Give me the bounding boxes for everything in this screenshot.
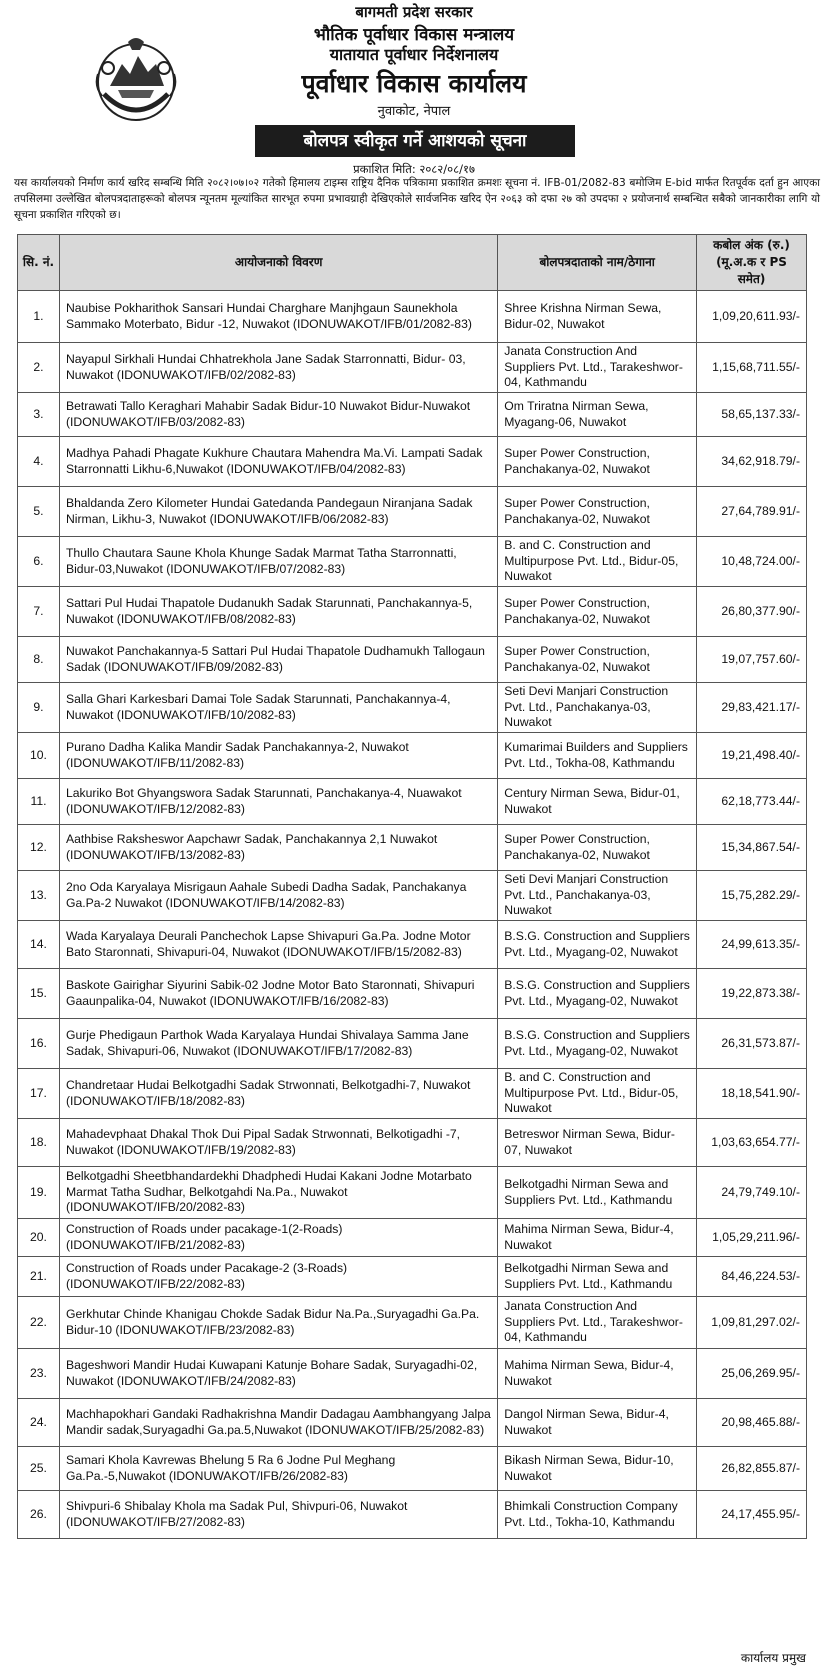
row-amount: 19,21,498.40/- (697, 733, 807, 779)
row-sn: 14. (18, 921, 60, 969)
row-bidder: Belkotgadhi Nirman Sewa and Suppliers Pvt. Ltd., Kathmandu (498, 1257, 697, 1297)
bid-table (17, 234, 807, 1539)
header-amount: कबोल अंक (रु.) (मू.अ.क र PS समेत) (697, 235, 807, 291)
row-sn: 4. (18, 437, 60, 487)
row-bidder: Mahima Nirman Sewa, Bidur-4, Nuwakot (498, 1349, 697, 1399)
row-bidder: Janata Construction And Suppliers Pvt. Ltd., Tarakeshwor-04, Kathmandu (498, 343, 697, 393)
row-bidder: Belkotgadhi Nirman Sewa and Suppliers Pvt. Ltd., Kathmandu (498, 1167, 697, 1219)
row-description: Lakuriko Bot Ghyangswora Sadak Starunnati, Panchakanya-4, Nuawakot (IDONUWAKOT/IFB/12/2082-83) (59, 779, 497, 825)
row-amount: 26,82,855.87/- (697, 1447, 807, 1491)
table-row (18, 537, 807, 587)
ministry-name: भौतिक पूर्वाधार विकास मन्त्रालय (313, 25, 515, 45)
row-bidder: Shree Krishna Nirman Sewa, Bidur-02, Nuwakot (498, 291, 697, 343)
table-row (18, 393, 807, 437)
row-amount: 19,22,873.38/- (697, 969, 807, 1019)
table-row (18, 683, 807, 733)
row-sn: 17. (18, 1069, 60, 1119)
row-bidder: Bikash Nirman Sewa, Bidur-10, Nuwakot (498, 1447, 697, 1491)
row-bidder: Janata Construction And Suppliers Pvt. Ltd., Tarakeshwor-04, Kathmandu (498, 1297, 697, 1349)
row-amount: 29,83,421.17/- (697, 683, 807, 733)
table-header-row (18, 235, 807, 291)
table-row (18, 1167, 807, 1219)
row-amount: 15,34,867.54/- (697, 825, 807, 871)
notice-title-banner: बोलपत्र स्वीकृत गर्ने आशयको सूचना (255, 125, 575, 157)
table-row (18, 871, 807, 921)
row-description: Nuwakot Panchakannya-5 Sattari Pul Hudai Thapatole Dudhamukh Tallogaun Sadak (IDONUWAKOT/IFB/09/2082-83) (59, 637, 497, 683)
row-amount: 26,31,573.87/- (697, 1019, 807, 1069)
row-description: Gurje Phedigaun Parthok Wada Karyalaya Hundai Shivalaya Samma Jane Sadak, Shivapuri-06, Nuwakot (IDONUWAKOT/IFB/17/2082-83) (59, 1019, 497, 1069)
row-description: Betrawati Tallo Keraghari Mahabir Sadak Bidur-10 Nuwakot Bidur-Nuwakot (IDONUWAKOT/IFB/03/2082-83) (59, 393, 497, 437)
row-description: Construction of Roads under pacakage-1(2-Roads) (IDONUWAKOT/IFB/21/2082-83) (59, 1219, 497, 1257)
row-description: Nayapul Sirkhali Hundai Chhatrekhola Jane Sadak Starronnatti, Bidur- 03, Nuwakot (IDONUWAKOT/IFB/02/2082-83) (59, 343, 497, 393)
table-row (18, 1399, 807, 1447)
row-description: Purano Dadha Kalika Mandir Sadak Panchakannya-2, Nuwakot (IDONUWAKOT/IFB/11/2082-83) (59, 733, 497, 779)
row-amount: 24,17,455.95/- (697, 1491, 807, 1539)
row-description: Gerkhutar Chinde Khanigau Chokde Sadak Bidur Na.Pa.,Suryagadhi Ga.Pa. Bidur-10 (IDONUWAKOT/IFB/23/2082-83) (59, 1297, 497, 1349)
intro-paragraph: यस कार्यालयको निर्माण कार्य खरिद सम्बन्धि मिति २०८२।०७।०२ गतेको हिमालय टाइम्स राष्ट्रिय दैनिक पत्रिकामा प्रकाशित क्रमशः सूचना नं. IFB-01/2082-83 बमोजिम E-bid मार्फत रितपूर्वक दर्ता हुन आएका तपसिलमा उल्लेखित बोलपत्रदाताहरूको बोलपत्र न्यूनतम मूल्यांकित सारभूत रुपमा प्रभावग्राही देखिएकोले सार्वजनिक खरिद ऐन २०६३ को दफा २७ को उपदफा २ प्रयोजनार्थ सम्बन्धित सबैको जानकारीका लागि यो सूचना प्रकाशित गरिएको छ। (14, 177, 820, 221)
row-bidder: B. and C. Construction and Multipurpose Pvt. Ltd., Bidur-05, Nuwakot (498, 1069, 697, 1119)
row-description: Samari Khola Kavrewas Bhelung 5 Ra 6 Jodne Pul Meghang Ga.Pa.-5,Nuwakot (IDONUWAKOT/IFB/26/2082-83) (59, 1447, 497, 1491)
row-description: Sattari Pul Hudai Thapatole Dudanukh Sadak Starunnati, Panchakannya-5, Nuwakot (IDONUWAKOT/IFB/08/2082-83) (59, 587, 497, 637)
row-description: Bhaldanda Zero Kilometer Hundai Gatedanda Pandegaun Niranjana Sadak Nirman, Likhu-3, Nuwakot (IDONUWAKOT/IFB/06/2082-83) (59, 487, 497, 537)
row-bidder: Seti Devi Manjari Construction Pvt. Ltd., Panchakanya-03, Nuwakot (498, 683, 697, 733)
header-bidder: बोलपत्रदाताको नाम/ठेगाना (498, 235, 697, 291)
row-amount: 10,48,724.00/- (697, 537, 807, 587)
row-description: Shivpuri-6 Shibalay Khola ma Sadak Pul, Shivpuri-06, Nuwakot (IDONUWAKOT/IFB/27/2082-83) (59, 1491, 497, 1539)
office-name: पूर्वाधार विकास कार्यालय (301, 69, 527, 98)
row-sn: 8. (18, 637, 60, 683)
header-description: आयोजनाको विवरण (59, 235, 497, 291)
table-row (18, 1019, 807, 1069)
row-sn: 3. (18, 393, 60, 437)
row-amount: 26,80,377.90/- (697, 587, 807, 637)
row-bidder: Super Power Construction, Panchakanya-02, Nuwakot (498, 825, 697, 871)
row-bidder: Super Power Construction, Panchakanya-02, Nuwakot (498, 437, 697, 487)
row-amount: 62,18,773.44/- (697, 779, 807, 825)
table-row (18, 733, 807, 779)
row-description: Chandretaar Hudai Belkotgadhi Sadak Strwonnati, Belkotgadhi-7, Nuwakot (IDONUWAKOT/IFB/18/2082-83) (59, 1069, 497, 1119)
row-sn: 25. (18, 1447, 60, 1491)
table-row (18, 1447, 807, 1491)
row-bidder: Century Nirman Sewa, Bidur-01, Nuwakot (498, 779, 697, 825)
table-row (18, 1349, 807, 1399)
row-amount: 19,07,757.60/- (697, 637, 807, 683)
row-sn: 11. (18, 779, 60, 825)
row-bidder: Mahima Nirman Sewa, Bidur-4, Nuwakot (498, 1219, 697, 1257)
table-row (18, 921, 807, 969)
row-sn: 9. (18, 683, 60, 733)
row-bidder: B.S.G. Construction and Suppliers Pvt. Ltd., Myagang-02, Nuwakot (498, 921, 697, 969)
row-amount: 27,64,789.91/- (697, 487, 807, 537)
row-amount: 20,98,465.88/- (697, 1399, 807, 1447)
row-amount: 58,65,137.33/- (697, 393, 807, 437)
row-description: Naubise Pokharithok Sansari Hundai Charghare Manjhgaun Saunekhola Sammako Moterbato, Bidur -12, Nuwakot (IDONUWAKOT/IFB/01/2082-83) (59, 291, 497, 343)
row-bidder: Dangol Nirman Sewa, Bidur-4, Nuwakot (498, 1399, 697, 1447)
table-row (18, 1069, 807, 1119)
row-bidder: Betreswor Nirman Sewa, Bidur-07, Nuwakot (498, 1119, 697, 1167)
row-sn: 23. (18, 1349, 60, 1399)
row-sn: 5. (18, 487, 60, 537)
row-sn: 20. (18, 1219, 60, 1257)
row-sn: 12. (18, 825, 60, 871)
row-amount: 18,18,541.90/- (697, 1069, 807, 1119)
row-bidder: Bhimkali Construction Company Pvt. Ltd., Tokha-10, Kathmandu (498, 1491, 697, 1539)
table-row (18, 969, 807, 1019)
row-amount: 1,09,20,611.93/- (697, 291, 807, 343)
row-bidder: B.S.G. Construction and Suppliers Pvt. Ltd., Myagang-02, Nuwakot (498, 969, 697, 1019)
table-row (18, 291, 807, 343)
row-description: Machhapokhari Gandaki Radhakrishna Mandir Dadagau Aambhangyang Jalpa Mandir sadak,Suryagadhi Ga.pa.5,Nuwakot (IDONUWAKOT/IFB/25/2082-83) (59, 1399, 497, 1447)
row-description: Madhya Pahadi Phagate Kukhure Chautara Mahendra Ma.Vi. Lampati Sadak Starronnatti Likhu-6,Nuwakot (IDONUWAKOT/IFB/04/2082-83) (59, 437, 497, 487)
row-sn: 18. (18, 1119, 60, 1167)
table-row (18, 1491, 807, 1539)
row-description: 2no Oda Karyalaya Misrigaun Aahale Subedi Dadha Sadak, Panchakanya Ga.Pa-2 Nuwakot (IDONUWAKOT/IFB/14/2082-83) (59, 871, 497, 921)
table-row (18, 779, 807, 825)
row-amount: 34,62,918.79/- (697, 437, 807, 487)
row-sn: 2. (18, 343, 60, 393)
table-row (18, 1119, 807, 1167)
row-description: Construction of Roads under Pacakage-2 (3-Roads) (IDONUWAKOT/IFB/22/2082-83) (59, 1257, 497, 1297)
row-sn: 6. (18, 537, 60, 587)
row-amount: 25,06,269.95/- (697, 1349, 807, 1399)
row-amount: 1,15,68,711.55/- (697, 343, 807, 393)
row-bidder: Super Power Construction, Panchakanya-02, Nuwakot (498, 587, 697, 637)
table-row (18, 1297, 807, 1349)
row-bidder: Seti Devi Manjari Construction Pvt. Ltd., Panchakanya-03, Nuwakot (498, 871, 697, 921)
row-amount: 24,99,613.35/- (697, 921, 807, 969)
row-bidder: Super Power Construction, Panchakanya-02, Nuwakot (498, 637, 697, 683)
row-description: Belkotgadhi Sheetbhandardekhi Dhadphedi Hudai Kakani Jodne Motarbato Marmat Tatha Sudhar, Belkotgahdi Na.Pa., Nuwakot (IDONUWAKOT/IFB/20/2082-83) (59, 1167, 497, 1219)
office-location: नुवाकोट, नेपाल (377, 104, 451, 119)
row-amount: 1,05,29,211.96/- (697, 1219, 807, 1257)
row-description: Aathbise Raksheswor Aapchawr Sadak, Panchakannya 2,1 Nuwakot (IDONUWAKOT/IFB/13/2082-83) (59, 825, 497, 871)
header-sn: सि. नं. (18, 235, 60, 291)
table-row (18, 1219, 807, 1257)
row-description: Baskote Gairighar Siyurini Sabik-02 Jodne Motor Bato Staronnati, Shivapuri Gaaunpalika-04, Nuwakot (IDONUWAKOT/IFB/16/2082-83) (59, 969, 497, 1019)
row-sn: 16. (18, 1019, 60, 1069)
row-sn: 7. (18, 587, 60, 637)
row-amount: 1,09,81,297.02/- (697, 1297, 807, 1349)
province-government: बागमती प्रदेश सरकार (355, 3, 473, 21)
table-row (18, 1257, 807, 1297)
row-description: Wada Karyalaya Deurali Panchechok Lapse Shivapuri Ga.Pa. Jodne Motor Bato Staronnati, Shivapuri-04, Nuwakot (IDONUWAKOT/IFB/15/2082-83) (59, 921, 497, 969)
row-bidder: Om Triratna Nirman Sewa, Myagang-06, Nuwakot (498, 393, 697, 437)
row-sn: 15. (18, 969, 60, 1019)
table-row (18, 637, 807, 683)
row-description: Thullo Chautara Saune Khola Khunge Sadak Marmat Tatha Starronnatti, Bidur-03,Nuwakot (IDONUWAKOT/IFB/07/2082-83) (59, 537, 497, 587)
table-row (18, 343, 807, 393)
row-bidder: B. and C. Construction and Multipurpose Pvt. Ltd., Bidur-05, Nuwakot (498, 537, 697, 587)
row-description: Mahadevphaat Dhakal Thok Dui Pipal Sadak Strwonnati, Belkotigadhi -7, Nuwakot (IDONUWAKOT/IFB/19/2082-83) (59, 1119, 497, 1167)
table-row (18, 825, 807, 871)
directorate-name: यातायात पूर्वाधार निर्देशनालय (329, 45, 499, 64)
row-description: Bageshwori Mandir Hudai Kuwapani Katunje Bohare Sadak, Suryagadhi-02, Nuwakot (IDONUWAKOT/IFB/24/2082-83) (59, 1349, 497, 1399)
row-sn: 24. (18, 1399, 60, 1447)
row-amount: 84,46,224.53/- (697, 1257, 807, 1297)
row-sn: 1. (18, 291, 60, 343)
row-amount: 15,75,282.29/- (697, 871, 807, 921)
row-sn: 13. (18, 871, 60, 921)
row-sn: 10. (18, 733, 60, 779)
row-bidder: Super Power Construction, Panchakanya-02, Nuwakot (498, 487, 697, 537)
notice-header (0, 0, 828, 221)
office-chief-signature-label: कार्यालय प्रमुख (740, 1651, 806, 1665)
row-sn: 21. (18, 1257, 60, 1297)
table-row (18, 437, 807, 487)
table-row (18, 587, 807, 637)
row-sn: 26. (18, 1491, 60, 1539)
row-amount: 1,03,63,654.77/- (697, 1119, 807, 1167)
published-date: प्रकाशित मिति: २०८२/०८/१७ (353, 162, 475, 176)
row-sn: 22. (18, 1297, 60, 1349)
row-description: Salla Ghari Karkesbari Damai Tole Sadak Starunnati, Panchakannya-4, Nuwakot (IDONUWAKOT/IFB/10/2082-83) (59, 683, 497, 733)
row-sn: 19. (18, 1167, 60, 1219)
row-amount: 24,79,749.10/- (697, 1167, 807, 1219)
row-bidder: B.S.G. Construction and Suppliers Pvt. Ltd., Myagang-02, Nuwakot (498, 1019, 697, 1069)
table-row (18, 487, 807, 537)
row-bidder: Kumarimai Builders and Suppliers Pvt. Ltd., Tokha-08, Kathmandu (498, 733, 697, 779)
